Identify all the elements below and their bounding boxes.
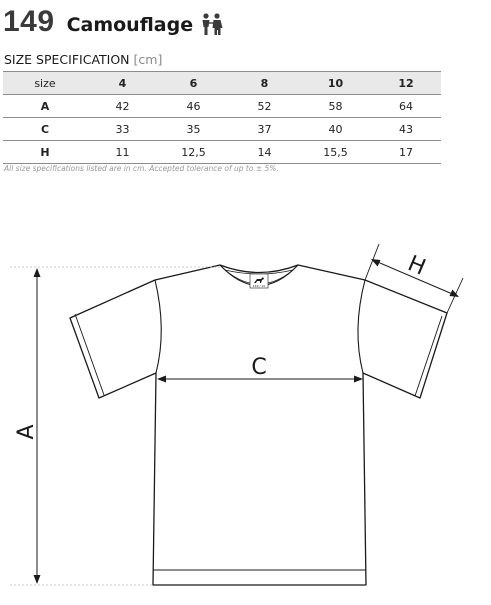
table-cell: 52 [257, 99, 272, 113]
column-header: 8 [229, 72, 300, 95]
table-cell: 33 [115, 122, 130, 136]
table-cell: 40 [328, 122, 343, 136]
table-cell: 14 [257, 145, 272, 159]
product-code: 149 [3, 5, 55, 38]
column-header: size [3, 72, 87, 95]
column-header: 4 [87, 72, 158, 95]
table-cell: 11 [115, 145, 130, 159]
row-label: H [40, 145, 50, 159]
size-spec-label: SIZE SPECIFICATION [4, 52, 130, 67]
neck-label-text: 149 / 10 [252, 284, 266, 288]
table-cell: 37 [257, 122, 272, 136]
table-cell: 12,5 [181, 145, 206, 159]
table-cell: 43 [399, 122, 413, 136]
row-label: A [40, 99, 50, 113]
table-cell: 46 [186, 99, 201, 113]
arrow-down-icon [34, 575, 41, 584]
row-label: C [40, 122, 50, 136]
table-cell: 35 [186, 122, 201, 136]
dimension-h-label: H [404, 251, 430, 281]
table-cell: 58 [328, 99, 343, 113]
product-name: Camouflage [66, 14, 194, 36]
table-cell: 42 [115, 99, 130, 113]
table-cell: 15,5 [323, 145, 348, 159]
column-header: 12 [371, 72, 441, 95]
tolerance-note: All size specifications listed are in cm. Accepted tolerance of up to ± 5%. [4, 164, 279, 173]
dimension-a-label: A [14, 424, 39, 440]
arrow-up-icon [34, 268, 41, 277]
table-cell: 17 [399, 145, 413, 159]
column-header: 6 [158, 72, 229, 95]
table-cell: 64 [399, 99, 413, 113]
column-header: 10 [300, 72, 371, 95]
size-spec-unit: [cm] [133, 52, 163, 67]
tshirt-outline [70, 265, 447, 585]
dimension-c-label: C [251, 355, 267, 380]
arrow-h-start-icon [371, 259, 381, 267]
